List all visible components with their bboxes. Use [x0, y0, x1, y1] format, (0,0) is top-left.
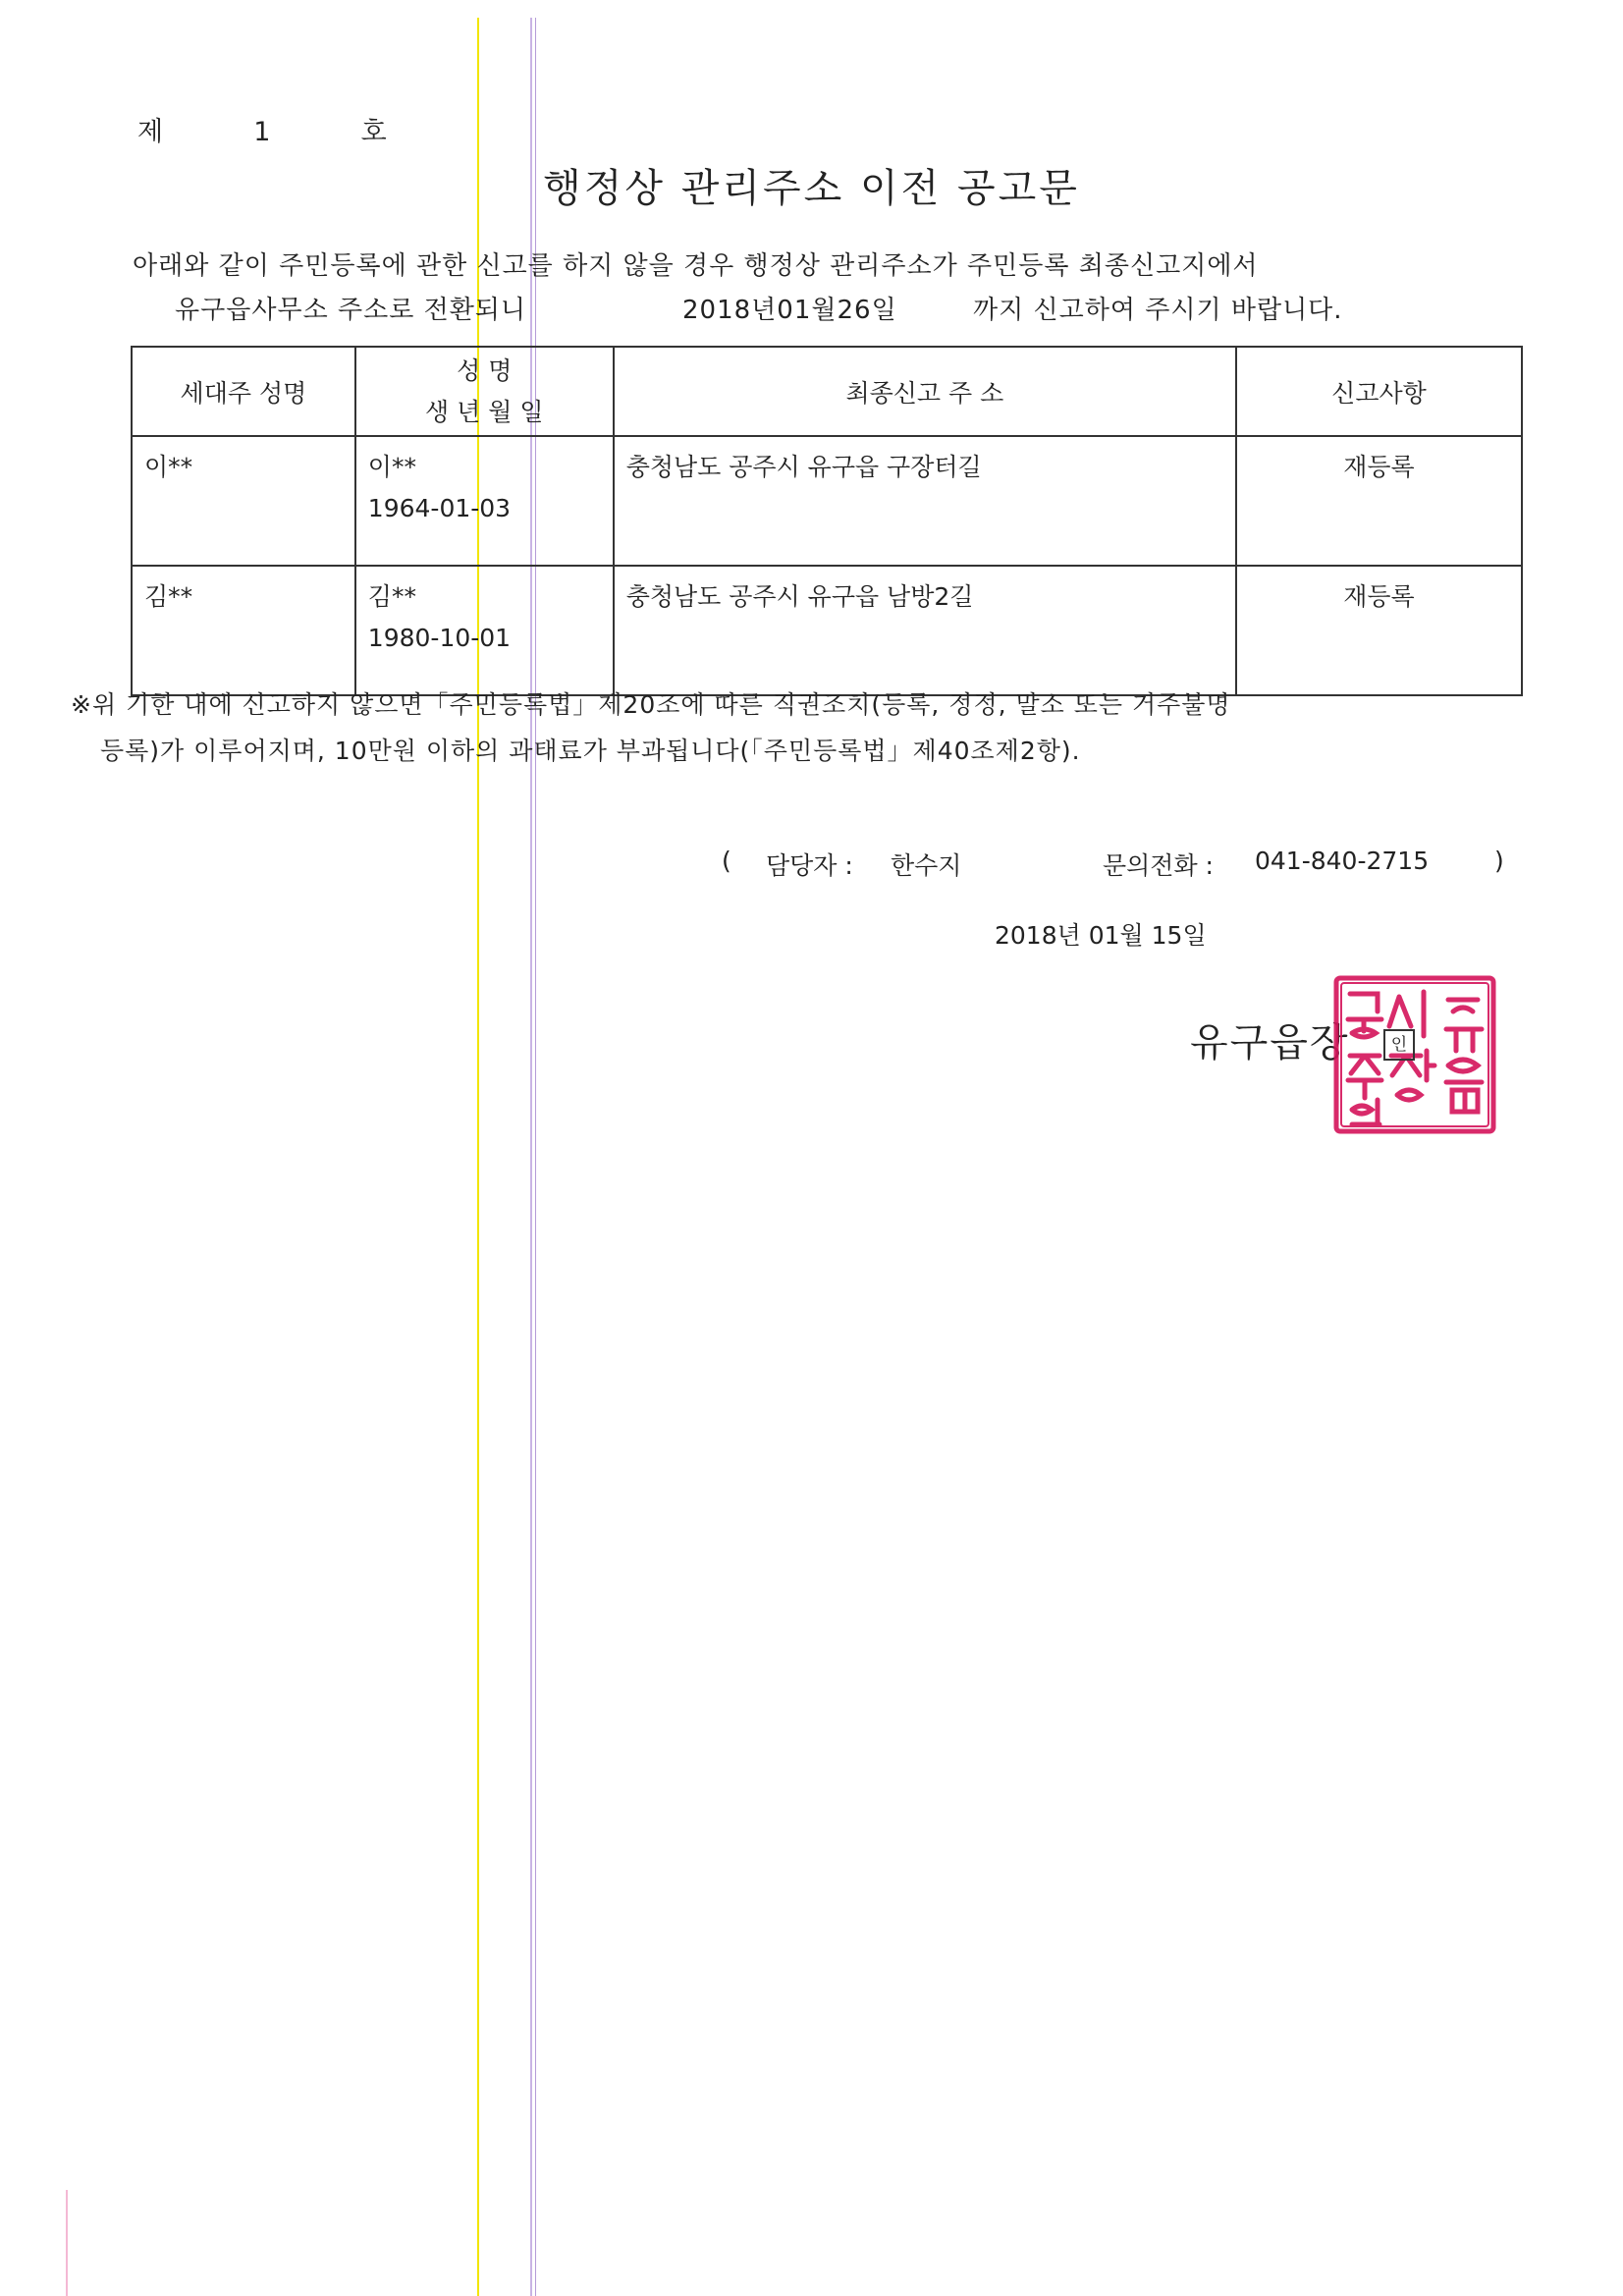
cell-birth: 1980-10-01: [367, 624, 512, 652]
cell-birth: 1964-01-03: [367, 494, 512, 522]
doc-number-value: 1: [253, 117, 272, 147]
registration-table: [131, 346, 1523, 696]
contact-open-paren: (: [722, 847, 731, 875]
seal-mark: 인: [1383, 1029, 1415, 1061]
cell-report: 재등록: [1236, 436, 1522, 566]
cell-address: 충청남도 공주시 유구읍 구장터길: [614, 436, 1236, 566]
cell-name: 김**: [367, 582, 416, 611]
cell-householder: 이**: [132, 436, 355, 566]
notice-line-2: 등록)가 이루어지며, 10만원 이하의 과태료가 부과됩니다(「주민등록법」제40조제2항).: [100, 737, 1081, 765]
official-seal-stamp: [1330, 972, 1502, 1139]
header-householder: 세대주 성명: [132, 347, 355, 436]
signature-title: 유구읍장: [1190, 1020, 1350, 1066]
cell-report: 재등록: [1236, 566, 1522, 695]
cell-name-birth: [355, 436, 614, 566]
header-address: 최종신고 주 소: [614, 347, 1236, 436]
table-row: [132, 436, 1522, 566]
notice-line-1: ※위 기한 내에 신고하지 않으면「주민등록법」제20조에 따른 직권조치(등록, 정정, 말소 또는 거주불명: [71, 690, 1231, 719]
page-title: 행정상 관리주소 이전 공고문: [543, 166, 1080, 211]
issue-date: 2018년 01월 15일: [995, 921, 1207, 950]
contact-person-label: 담당자 :: [766, 851, 853, 880]
contact-phone-label: 문의전화 :: [1103, 851, 1214, 880]
cell-name: 이**: [367, 453, 416, 481]
cell-name-birth: [355, 566, 614, 695]
doc-number-suffix: 호: [360, 117, 388, 147]
intro-line-1: 아래와 같이 주민등록에 관한 신고를 하지 않을 경우 행정상 관리주소가 주민등록 최종신고지에서: [133, 251, 1259, 281]
cell-address: 충청남도 공주시 유구읍 남방2길: [614, 566, 1236, 695]
header-birth: 생 년 월 일: [425, 397, 544, 426]
contact-phone: 041-840-2715: [1255, 847, 1430, 875]
cell-householder: 김**: [132, 566, 355, 695]
table-row: [132, 566, 1522, 695]
doc-number-prefix: 제: [137, 117, 165, 147]
document-number: [137, 110, 388, 148]
contact-person: 한수지: [891, 851, 962, 880]
deadline-date: 2018년01월26일: [682, 296, 897, 325]
header-name-birth: [355, 347, 614, 436]
header-report: 신고사항: [1236, 347, 1522, 436]
intro-line-2-start: 유구읍사무소 주소로 전환되니: [175, 296, 527, 325]
official-seal-icon: [1330, 972, 1502, 1139]
table-header-row: [132, 347, 1522, 436]
intro-line-2-end: 까지 신고하여 주시기 바랍니다.: [973, 296, 1343, 325]
header-name: 성 명: [457, 355, 513, 385]
scan-line-pink: [66, 2190, 68, 2296]
contact-close-paren: ): [1494, 847, 1504, 875]
